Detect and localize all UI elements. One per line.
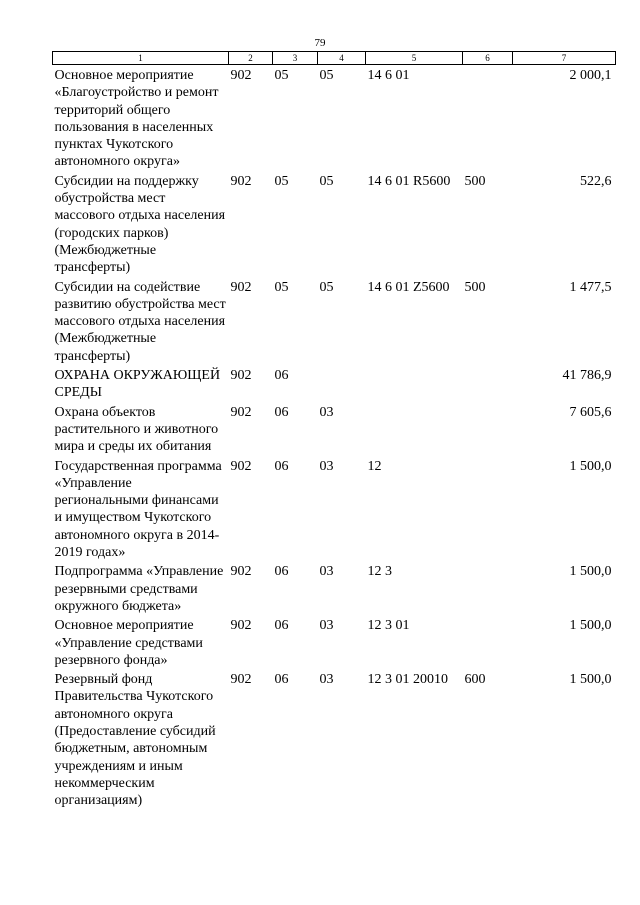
target-article-code — [366, 365, 463, 402]
item-name: Субсидии на поддержку обустройства мест массового отдыха населения (городских парков) (Межбюджетные трансферты) — [54, 173, 226, 276]
amount: 1 477,5 — [569, 279, 612, 295]
expense-type-code — [463, 65, 513, 171]
table-row — [53, 277, 616, 365]
page-number: 79 — [314, 37, 326, 49]
column-number-7: 7 — [513, 52, 616, 65]
ministry-code: 902 — [230, 173, 252, 189]
amount: 7 605,6 — [569, 404, 612, 420]
section-code: 06 — [274, 368, 289, 384]
ministry-code: 902 — [230, 279, 252, 295]
section-code: 06 — [274, 404, 289, 420]
subsection-code: 05 — [319, 279, 334, 295]
expense-type-code — [463, 615, 513, 669]
expense-type-code — [463, 456, 513, 562]
subsection-code: 03 — [319, 618, 334, 634]
ministry-code: 902 — [230, 368, 252, 384]
subsection-code: 03 — [319, 564, 334, 580]
amount: 1 500,0 — [569, 618, 612, 634]
amount: 1 500,0 — [569, 672, 612, 688]
target-article-code: 12 3 01 20010 — [367, 672, 448, 688]
column-number-2: 2 — [229, 52, 273, 65]
column-number-6: 6 — [463, 52, 513, 65]
column-number-5: 5 — [366, 52, 463, 65]
item-name: Подпрограмма «Управление резервными средствами окружного бюджета» — [54, 564, 224, 614]
expense-type-code — [463, 402, 513, 456]
table-row — [53, 365, 616, 402]
target-article-code: 12 3 — [367, 564, 392, 580]
target-article-code: 14 6 01 — [367, 68, 410, 83]
subsection-code: 03 — [319, 404, 334, 420]
section-code: 06 — [274, 564, 289, 580]
column-number-1: 1 — [53, 52, 229, 65]
table-row — [53, 615, 616, 669]
section-code: 06 — [274, 618, 289, 634]
target-article-code: 14 6 01 R5600 — [367, 173, 451, 189]
amount: 522,6 — [580, 173, 612, 189]
table-row — [53, 561, 616, 615]
target-article-code: 12 — [367, 458, 382, 474]
target-article-code: 12 3 01 — [367, 618, 410, 634]
section-code: 05 — [274, 173, 289, 189]
section-code: 05 — [274, 68, 289, 83]
column-number-4: 4 — [318, 52, 366, 65]
item-name: ОХРАНА ОКРУЖАЮЩЕЙ СРЕДЫ — [54, 368, 221, 401]
item-name: Субсидии на содействие развитию обустройства мест массового отдыха населения (Межбюджетные трансферты) — [54, 279, 226, 364]
ministry-code: 902 — [230, 618, 252, 634]
column-number-3: 3 — [273, 52, 318, 65]
amount: 1 500,0 — [569, 458, 612, 474]
subsection-code: 03 — [319, 672, 334, 688]
target-article-code — [366, 402, 463, 456]
expense-type-code — [463, 561, 513, 615]
ministry-code: 902 — [230, 564, 252, 580]
target-article-code: 14 6 01 Z5600 — [367, 279, 450, 295]
ministry-code: 902 — [230, 404, 252, 420]
table-row — [53, 402, 616, 456]
amount: 41 786,9 — [562, 368, 612, 384]
table-row — [53, 171, 616, 277]
column-number-row — [53, 52, 616, 65]
ministry-code: 902 — [230, 672, 252, 688]
section-code: 06 — [274, 672, 289, 688]
amount: 1 500,0 — [569, 564, 612, 580]
subsection-code: 03 — [319, 458, 334, 474]
expense-type-code: 500 — [464, 173, 486, 189]
item-name: Охрана объектов растительного и животного мира и среды их обитания — [54, 404, 219, 455]
subsection-code: 05 — [319, 173, 334, 189]
table-row — [53, 456, 616, 562]
ministry-code: 902 — [230, 458, 252, 474]
subsection-code — [318, 365, 366, 402]
section-code: 05 — [274, 279, 289, 295]
item-name: Государственная программа «Управление региональными финансами и имуществом Чукотского автономного округа в 2014-2019 годах» — [54, 458, 222, 561]
expense-type-code: 500 — [464, 279, 486, 295]
subsection-code: 05 — [319, 68, 334, 83]
item-name: Резервный фонд Правительства Чукотского автономного округа (Предоставление субсидий бюджетным, автономным учреждениям и иным некоммерческим организациям) — [54, 672, 216, 809]
table-row — [53, 669, 616, 809]
ministry-code: 902 — [230, 68, 252, 83]
expense-type-code: 600 — [464, 672, 486, 688]
item-name: Основное мероприятие «Управление средствами резервного фонда» — [54, 618, 203, 668]
table-row — [53, 65, 616, 171]
expense-type-code — [463, 365, 513, 402]
item-name: Основное мероприятие «Благоустройство и ремонт территорий общего пользования в населенных пунктах Чукотского автономного округа» — [54, 68, 219, 170]
amount: 2 000,1 — [569, 68, 612, 83]
budget-table — [52, 51, 616, 809]
section-code: 06 — [274, 458, 289, 474]
